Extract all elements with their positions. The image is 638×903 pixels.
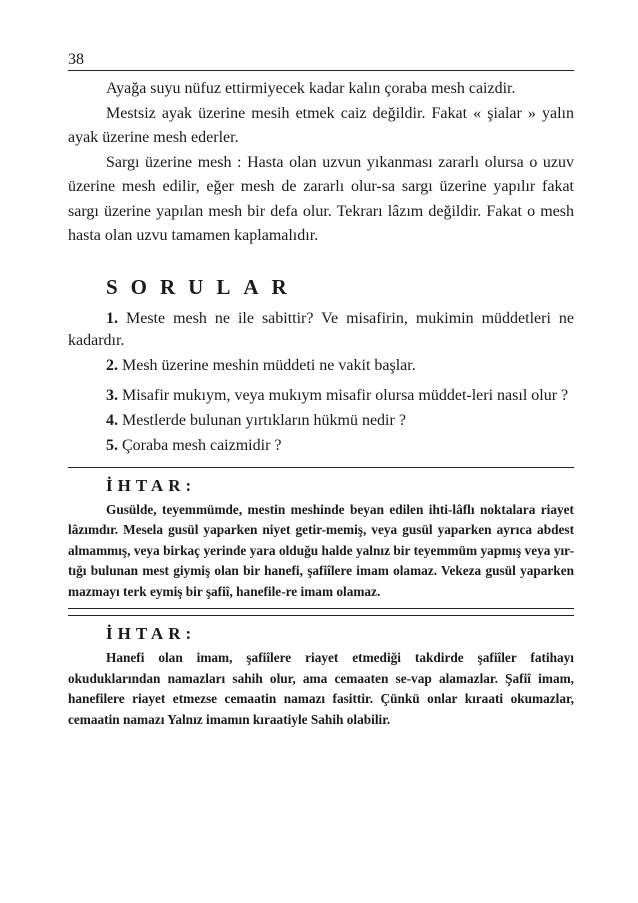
notice-box-1 — [68, 467, 574, 610]
notice-box-2 — [68, 615, 574, 730]
page-number: 38 — [68, 51, 84, 68]
notice-title-1: İHTAR: — [106, 475, 197, 495]
notice-text-1: Gusülde, teyemmümde, mestin meshinde beyan edilen ihti-lâflı noktalara riayet lâzımdır. Mesela gusül yaparken niyet getir-memiş, veya gusül yaparken ayrıca abdest almammış, veya birkaç yerinde yara olduğu halde yalnız bir teyemmüm yapmış veya yır-tığı bulunan mest giymiş olan bir hanefi, şafiîlere imam olamaz. Vekeza gusül yaparken mazmayı terk eymiş bir şafiî, hanefile-re imam olamaz. — [68, 501, 574, 599]
question-3: 3. Misafir mukıym, veya mukıym misafir olursa müddet-leri nasıl olur ? — [106, 386, 569, 404]
questions-heading: SORULAR — [106, 274, 300, 299]
notice-text-2: Hanefi olan imam, şafiîlere riayet etmediği takdirde şafiîler fatihayı okuduklarından namazları sahih olur, ama cemaaten se-vap alamazlar. Şafiî imam, hanefilere riayet etmezse cemaatin namazı fasittir. Çünkü onlar kıraati okumazlar, cemaatin namazı Yalnız imamın kıraatiyle Sahih olabilir. — [68, 650, 574, 727]
header-rule — [68, 70, 574, 71]
notice-title-2: İHTAR: — [106, 624, 197, 643]
questions-list — [68, 308, 574, 457]
question-1: 1. Meste mesh ne ile sabittir? Ve misafirin, mukimin müddetleri ne kadardır. — [68, 309, 575, 349]
question-5: 5. Çoraba mesh caizmidir ? — [106, 436, 282, 454]
paragraph-2: Mestsiz ayak üzerine mesih etmek caiz değildir. Fakat « şialar » yalın ayak üzerine mesh ederler. — [68, 104, 574, 146]
question-4: 4. Mestlerde bulunan yırtıkların hükmü nedir ? — [106, 411, 406, 429]
question-2: 2. Mesh üzerine meshin müddeti ne vakit başlar. — [106, 356, 416, 374]
paragraph-3: Sargı üzerine mesh : Hasta olan uzvun yıkanması zararlı olursa o uzuv üzerine mesh edilir, eğer mesh de zararlı olur-sa sargı üzerine yapılır fakat sargı üzerine yapılan mesh bir defa olur. Tekrarı lâzım değildir. Fakat o mesh hasta olan uzvu tamamen kaplamalıdır. — [68, 153, 574, 244]
page — [68, 50, 574, 730]
paragraph-1: Ayağa suyu nüfuz ettirmiyecek kadar kalın çoraba mesh caizdir. — [106, 80, 516, 97]
